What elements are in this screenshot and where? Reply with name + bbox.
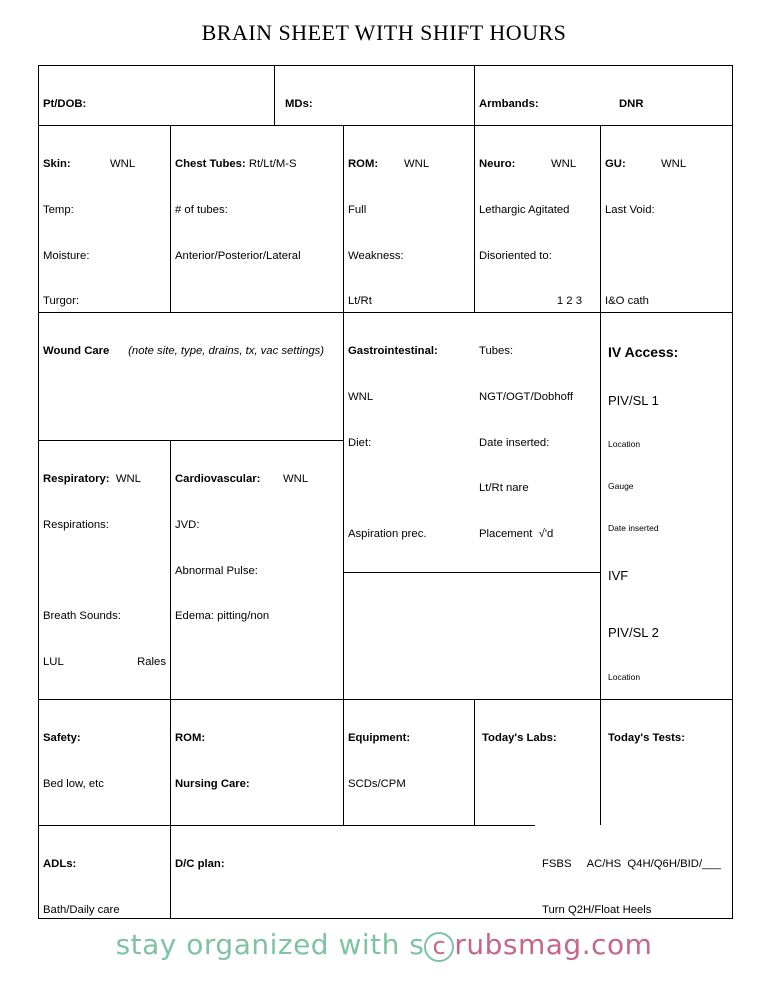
cardio-line: Edema: pitting/non	[175, 610, 270, 623]
adl-line: Bath/Daily care	[43, 904, 120, 917]
chest-tubes-cell	[171, 126, 343, 312]
grid-line	[732, 65, 733, 919]
gi-line	[348, 481, 470, 496]
chest-tubes-label: Chest Tubes:	[175, 158, 246, 171]
chest-line: # of tubes:	[175, 204, 228, 217]
skin-label: Skin:	[43, 158, 71, 171]
dnr-label: DNR	[619, 98, 644, 111]
dc-line	[175, 903, 467, 918]
rom-line: Weakness:	[348, 249, 404, 262]
mds-label: MDs:	[285, 98, 313, 111]
chest-tubes-sides: Rt/Lt/M-S	[245, 158, 297, 171]
tests-cell	[601, 700, 732, 825]
resp-line: Respirations:	[43, 519, 109, 532]
neuro-wnl: WNL	[551, 158, 577, 171]
equipment-label: Equipment:	[348, 732, 411, 745]
wound-care-note: (note site, type, drains, tx, vac settings)	[128, 345, 325, 358]
labs-label: Today's Labs:	[482, 732, 557, 745]
iv-access-label: IV Access:	[608, 344, 679, 361]
rom-wnl: WNL	[404, 158, 430, 171]
gu-line: I&O cath	[605, 295, 649, 308]
wound-care-label: Wound Care	[43, 345, 110, 358]
neuro-line: Disoriented to:	[479, 249, 552, 262]
page-title: BRAIN SHEET WITH SHIFT HOURS	[201, 20, 567, 45]
tubes-line: NGT/OGT/Dobhoff	[479, 391, 573, 404]
iv-access-cell	[601, 313, 732, 699]
gu-wnl: WNL	[661, 158, 687, 171]
fsbs-cell	[538, 826, 732, 918]
tests-label: Today's Tests:	[608, 732, 685, 745]
gi-line: WNL	[348, 391, 374, 404]
labs-cell	[475, 700, 600, 825]
safety-label: Safety:	[43, 732, 81, 745]
pt-dob-label: Pt/DOB:	[43, 98, 87, 111]
respiratory-cell	[39, 441, 170, 699]
skin-wnl: WNL	[110, 158, 136, 171]
piv1-sub: Location	[608, 439, 641, 450]
gi-line: Diet:	[348, 436, 372, 449]
lung-sound: Rales	[137, 655, 166, 668]
tubes-line: Tubes:	[479, 345, 514, 358]
armbands-label: Armbands:	[479, 98, 539, 111]
chest-line: Anterior/Posterior/Lateral	[175, 249, 301, 262]
cardiovascular-wnl: WNL	[283, 473, 309, 486]
rom-line: Full	[348, 204, 367, 217]
piv1-sub: Date inserted	[608, 523, 659, 534]
equipment-cell	[344, 700, 474, 825]
rom-line: Lt/Rt	[348, 295, 372, 308]
footer-text-pink: rubsmag.com	[454, 928, 653, 961]
wound-care-cell	[39, 313, 343, 440]
respiratory-label: Respiratory:	[43, 473, 110, 486]
cardio-line	[175, 655, 339, 670]
rom-cell	[344, 126, 474, 312]
rom-label: ROM:	[348, 158, 379, 171]
equip-line: SCDs/CPM	[348, 778, 406, 791]
grid-line	[343, 572, 600, 573]
fsbs-line: FSBS AC/HS Q4H/Q6H/BID/___	[542, 858, 721, 871]
cardio-line: JVD:	[175, 519, 200, 532]
resp-line: Breath Sounds:	[43, 610, 121, 623]
armbands-cell	[475, 66, 732, 125]
cardiovascular-label: Cardiovascular:	[175, 473, 261, 486]
dc-plan-label: D/C plan:	[175, 858, 225, 871]
ivf1-label: IVF	[608, 567, 629, 583]
gu-label: GU:	[605, 158, 626, 171]
piv2-sub: Location	[608, 671, 641, 682]
tubes-line: Placement √'d	[479, 527, 554, 540]
cardiovascular-cell	[171, 441, 343, 699]
safety-line: Bed low, etc	[43, 778, 104, 791]
patient-cell	[39, 66, 274, 125]
rom-nursing-cell	[171, 700, 343, 825]
adls-label: ADLs:	[43, 858, 77, 871]
tubes-cell	[475, 313, 600, 572]
footer-text-green: stay organized with s	[115, 928, 425, 961]
gi-label: Gastrointestinal:	[348, 345, 438, 358]
footer-logo-c: c	[424, 932, 454, 962]
safety-line	[43, 823, 166, 825]
gi-line: Aspiration prec.	[348, 527, 427, 540]
cardio-line: Abnormal Pulse:	[175, 564, 258, 577]
skin-line: Turgor:	[43, 295, 79, 308]
gu-cell	[601, 126, 732, 312]
grid-line	[38, 918, 733, 919]
gi-cell	[344, 313, 474, 572]
chest-line	[175, 294, 339, 309]
tubes-line: Lt/Rt nare	[479, 482, 529, 495]
nursing-care-label: Nursing Care:	[175, 778, 250, 791]
dc-plan-cell	[171, 826, 471, 918]
skin-line: Temp:	[43, 204, 74, 217]
fsbs-line: Turn Q2H/Float Heels	[542, 904, 652, 917]
footer-branding	[0, 928, 768, 962]
piv1-label: PIV/SL 1	[608, 392, 659, 408]
resp-line	[43, 564, 166, 579]
safety-cell	[39, 700, 170, 825]
adls-cell	[39, 826, 170, 918]
neuro-orientation-nums: 1 2 3	[556, 295, 582, 308]
skin-cell	[39, 126, 170, 312]
rom2-label: ROM:	[175, 732, 206, 745]
respiratory-wnl: WNL	[115, 473, 141, 486]
equip-line	[348, 823, 470, 825]
gu-line	[605, 249, 728, 264]
neuro-cell	[475, 126, 600, 312]
gu-line: Last Void:	[605, 204, 655, 217]
neuro-line: Lethargic Agitated	[479, 204, 570, 217]
neuro-label: Neuro:	[479, 158, 516, 171]
lobe: LUL	[43, 655, 64, 668]
piv1-sub: Gauge	[608, 481, 634, 492]
tubes-line: Date inserted:	[479, 436, 550, 449]
mds-cell	[275, 66, 474, 125]
piv2-label: PIV/SL 2	[608, 625, 659, 641]
skin-line: Moisture:	[43, 249, 90, 262]
lung-lobe-row	[43, 655, 166, 670]
